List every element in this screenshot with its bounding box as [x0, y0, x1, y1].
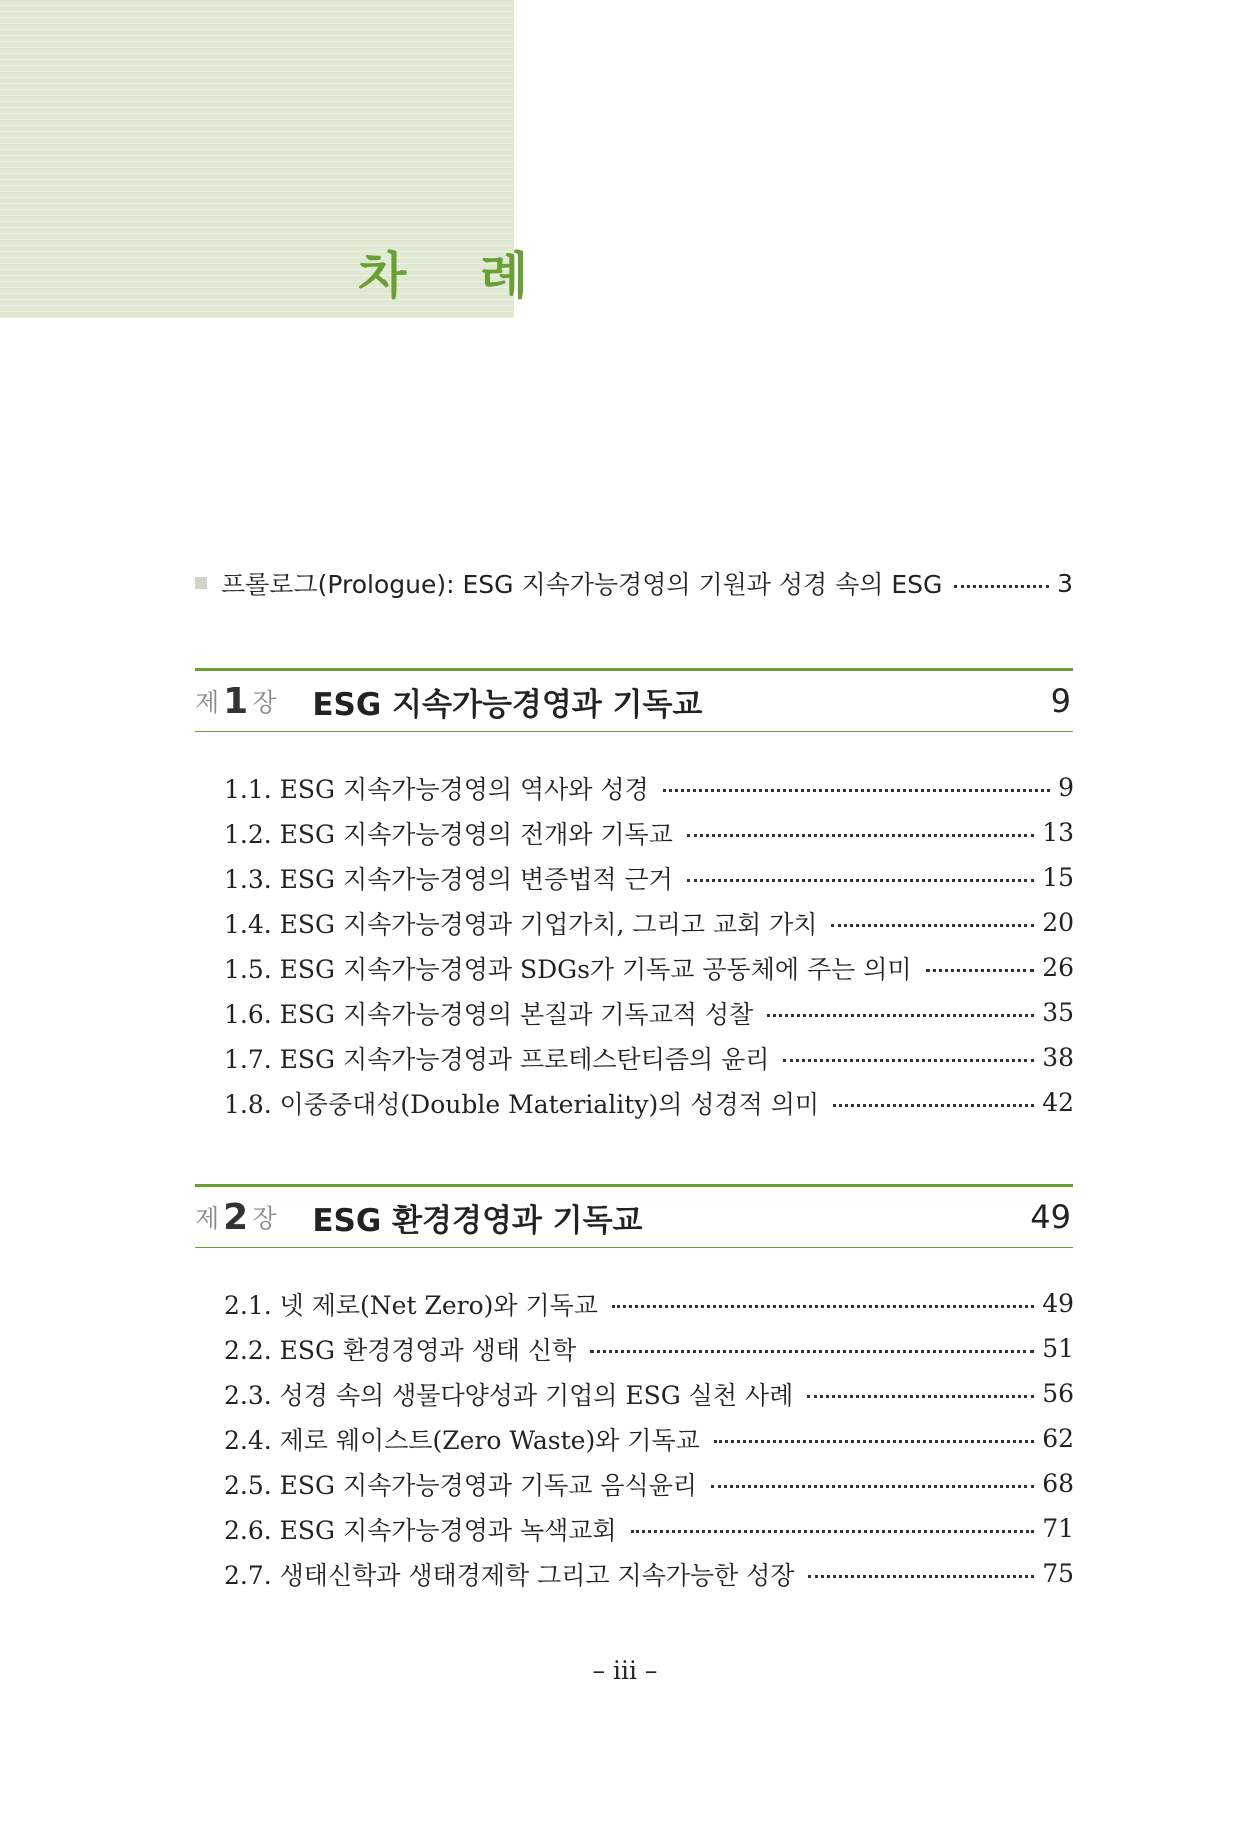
entry-page: 42 — [1042, 1088, 1074, 1117]
entry-text: 2.4. 제로 웨이스트(Zero Waste)와 기독교 — [224, 1425, 700, 1455]
dot-leader — [807, 1395, 1034, 1398]
entry-page: 68 — [1042, 1469, 1074, 1498]
entry-text: 2.2. ESG 환경경영과 생태 신학 — [224, 1335, 577, 1365]
chapter-prefix: 제 — [195, 688, 220, 717]
toc-entry[interactable] — [224, 900, 1074, 945]
entry-page: 49 — [1042, 1289, 1074, 1318]
entry-text: 1.8. 이중중대성(Double Materiality)의 성경적 의미 — [224, 1089, 819, 1119]
dot-leader — [687, 879, 1034, 882]
toc-entry[interactable] — [224, 1506, 1074, 1551]
page-number-footer: – iii – — [592, 1656, 658, 1685]
dot-leader — [714, 1440, 1034, 1443]
chapter-suffix: 장 — [252, 688, 277, 717]
dot-leader — [767, 1014, 1034, 1017]
toc-prologue-entry[interactable] — [195, 563, 1073, 603]
entry-text: 2.1. 넷 제로(Net Zero)와 기독교 — [224, 1290, 598, 1320]
dot-leader — [831, 924, 1034, 927]
toc-entry[interactable] — [224, 1461, 1074, 1506]
toc-entry[interactable] — [224, 1416, 1074, 1461]
dot-leader — [808, 1575, 1034, 1578]
entry-text: 1.4. ESG 지속가능경영과 기업가치, 그리고 교회 가치 — [224, 909, 818, 939]
chapter-2-heading[interactable] — [195, 1184, 1073, 1248]
prologue-page: 3 — [1057, 568, 1073, 598]
chapter-page: 9 — [1050, 682, 1071, 720]
entry-page: 56 — [1042, 1379, 1074, 1408]
entry-text: 1.7. ESG 지속가능경영과 프로테스탄티즘의 윤리 — [224, 1044, 770, 1074]
entry-page: 51 — [1042, 1334, 1074, 1363]
toc-entry[interactable] — [224, 1035, 1074, 1080]
toc-entry[interactable] — [224, 1080, 1074, 1125]
entry-text: 2.3. 성경 속의 생물다양성과 기업의 ESG 실천 사례 — [224, 1380, 794, 1410]
chapter-title: ESG 환경경영과 기독교 — [312, 1202, 643, 1239]
entry-text: 1.3. ESG 지속가능경영의 변증법적 근거 — [224, 864, 673, 894]
dot-leader — [663, 789, 1050, 792]
entry-text: 1.5. ESG 지속가능경영과 SDGs가 기독교 공동체에 주는 의미 — [224, 954, 912, 984]
entry-text: 1.6. ESG 지속가능경영의 본질과 기독교적 성찰 — [224, 999, 754, 1029]
dot-leader — [590, 1350, 1034, 1353]
entry-text: 2.6. ESG 지속가능경영과 녹색교회 — [224, 1515, 617, 1545]
entry-page: 13 — [1042, 818, 1074, 847]
toc-entry[interactable] — [224, 1326, 1074, 1371]
entry-page: 9 — [1058, 773, 1074, 802]
dot-leader — [833, 1104, 1034, 1107]
entry-page: 62 — [1042, 1424, 1074, 1453]
page-title: 차 례 — [358, 247, 557, 305]
chapter-number: 2 — [223, 1196, 249, 1238]
toc-entry[interactable] — [224, 1371, 1074, 1416]
dot-leader — [926, 969, 1035, 972]
entry-page: 20 — [1042, 908, 1074, 937]
chapter-suffix: 장 — [252, 1204, 277, 1233]
chapter-page: 49 — [1030, 1198, 1071, 1236]
dot-leader — [954, 585, 1049, 588]
dot-leader — [783, 1059, 1034, 1062]
prologue-text: 프롤로그(Prologue): ESG 지속가능경영의 기원과 성경 속의 ESG — [221, 570, 943, 599]
toc-entry[interactable] — [224, 1551, 1074, 1596]
chapter-prefix: 제 — [195, 1204, 220, 1233]
toc-entry[interactable] — [224, 945, 1074, 990]
toc-entry[interactable] — [224, 1281, 1074, 1326]
entry-text: 1.1. ESG 지속가능경영의 역사와 성경 — [224, 774, 649, 804]
entry-page: 35 — [1042, 998, 1074, 1027]
chapter-number: 1 — [223, 680, 249, 722]
dot-leader — [711, 1485, 1034, 1488]
dot-leader — [687, 834, 1034, 837]
entry-page: 71 — [1042, 1514, 1074, 1543]
chapter-1-entries — [224, 765, 1074, 1125]
toc-entry[interactable] — [224, 810, 1074, 855]
toc-entry[interactable] — [224, 765, 1074, 810]
bullet-icon — [195, 577, 207, 589]
entry-page: 26 — [1042, 953, 1074, 982]
dot-leader — [631, 1530, 1035, 1533]
entry-page: 15 — [1042, 863, 1074, 892]
chapter-2-entries — [224, 1281, 1074, 1596]
toc-entry[interactable] — [224, 990, 1074, 1035]
entry-text: 2.7. 생태신학과 생태경제학 그리고 지속가능한 성장 — [224, 1560, 795, 1590]
chapter-title: ESG 지속가능경영과 기독교 — [312, 686, 703, 723]
entry-page: 38 — [1042, 1043, 1074, 1072]
entry-text: 1.2. ESG 지속가능경영의 전개와 기독교 — [224, 819, 673, 849]
toc-entry[interactable] — [224, 855, 1074, 900]
chapter-1-heading[interactable] — [195, 668, 1073, 732]
entry-text: 2.5. ESG 지속가능경영과 기독교 음식윤리 — [224, 1470, 697, 1500]
entry-page: 75 — [1042, 1559, 1074, 1588]
dot-leader — [612, 1305, 1034, 1308]
